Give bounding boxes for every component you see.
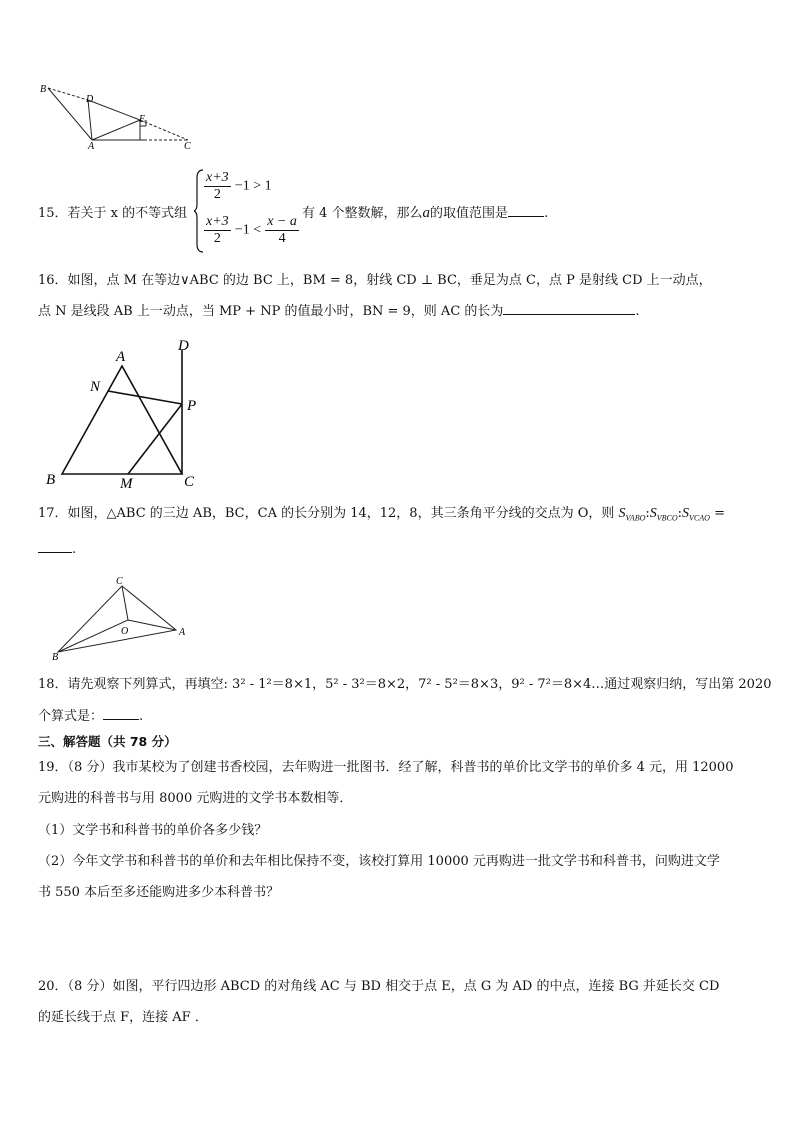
label-B: B — [46, 472, 56, 488]
answer-blank-15[interactable] — [508, 204, 544, 217]
q15-prefix: 15．若关于 x 的不等式组 — [38, 206, 188, 221]
label-N: N — [90, 379, 101, 395]
label-B: B — [40, 84, 47, 95]
q19-line2: 元购进的科普书与用 8000 元购进的文学书本数相等． — [38, 791, 353, 806]
label-A: A — [179, 627, 186, 638]
label-D: D — [86, 94, 94, 105]
q20-line1: 20．（8 分）如图，平行四边形 ABCD 的对角线 AC 与 BD 相交于点 E，点 G 为 AD 的中点，连接 BG 并延长交 CD — [38, 979, 720, 994]
ineq1-rest: −1 > 1 — [234, 178, 272, 194]
q17-line2: . — [38, 540, 76, 559]
label-O: O — [121, 626, 129, 637]
ineq1-num: x+3 — [206, 170, 229, 185]
figure-q16 — [40, 336, 210, 492]
inequality-2 — [204, 214, 299, 247]
figure-q14 — [36, 80, 196, 152]
ineq2-rden: 4 — [278, 231, 286, 246]
label-P: P — [187, 398, 197, 414]
ineq1-den: 2 — [213, 187, 221, 202]
label-D: D — [178, 338, 189, 354]
q15-suffix: 有 4 个整数解，那么a的取值范围是 . — [302, 205, 549, 221]
system-brace — [194, 168, 204, 254]
q16-line1: 16．如图，点 M 在等边∨ABC 的边 BC 上，BM = 8，射线 CD ⊥ BC，垂足为点 C，点 P 是射线 CD 上一动点， — [38, 273, 712, 288]
label-M: M — [120, 476, 133, 492]
q18-line1: 18．请先观察下列算式，再填空: 3² - 1²＝8×1，5² - 3²＝8×2，7² - 5²＝8×3，9² - 7²＝8×4…通过观察归纳，写出第 2020 — [38, 677, 772, 692]
inequality-1 — [204, 170, 272, 203]
q19-sub2-line2: 书 550 本后至多还能购进多少本科普书？ — [38, 885, 280, 900]
label-C: C — [116, 576, 123, 587]
q19-sub1: （1）文学书和科普书的单价各多少钱？ — [38, 823, 268, 838]
q20-line2: 的延长线于点 F，连接 AF ． — [38, 1010, 208, 1025]
ineq2-mid: −1 < — [234, 222, 262, 238]
q16-line2: 点 N 是线段 AB 上一动点，当 MP + NP 的值最小时，BN = 9，则 AC 的长为 . — [38, 304, 640, 319]
q17-line1: 17．如图，△ABC 的三边 AB，BC，CA 的长分别为 14，12，8，其三条角平分线的交点为 O，则 $S_{VABO}:S_{VBCO}:S_{VCAO}$ = — [38, 506, 725, 523]
q19-line1: 19．（8 分）我市某校为了创建书香校园，去年购进一批图书．经了解，科普书的单价比文学书的单价多 4 元，用 12000 — [38, 760, 734, 775]
figure-q17 — [46, 572, 196, 664]
label-A: A — [116, 349, 126, 365]
q18-line2: 个算式是： . — [38, 709, 144, 724]
ineq2-num: x+3 — [206, 214, 229, 229]
label-E: E — [139, 114, 146, 125]
ineq2-den: 2 — [213, 231, 221, 246]
ineq2-rnum: x − a — [267, 214, 297, 229]
question-15 — [38, 168, 778, 254]
answer-blank-16[interactable] — [503, 302, 635, 315]
section-title: 三、解答题（共 78 分） — [38, 734, 177, 749]
var-a: a — [422, 205, 431, 221]
label-C: C — [184, 141, 191, 152]
answer-blank-18[interactable] — [103, 707, 139, 720]
q19-sub2-line1: （2）今年文学书和科普书的单价和去年相比保持不变，该校打算用 10000 元再购进一批文学书和科普书，问购进文学 — [38, 854, 720, 869]
answer-blank-17[interactable] — [38, 540, 72, 553]
label-B: B — [52, 652, 59, 663]
label-A: A — [88, 141, 95, 152]
label-C: C — [184, 474, 195, 490]
